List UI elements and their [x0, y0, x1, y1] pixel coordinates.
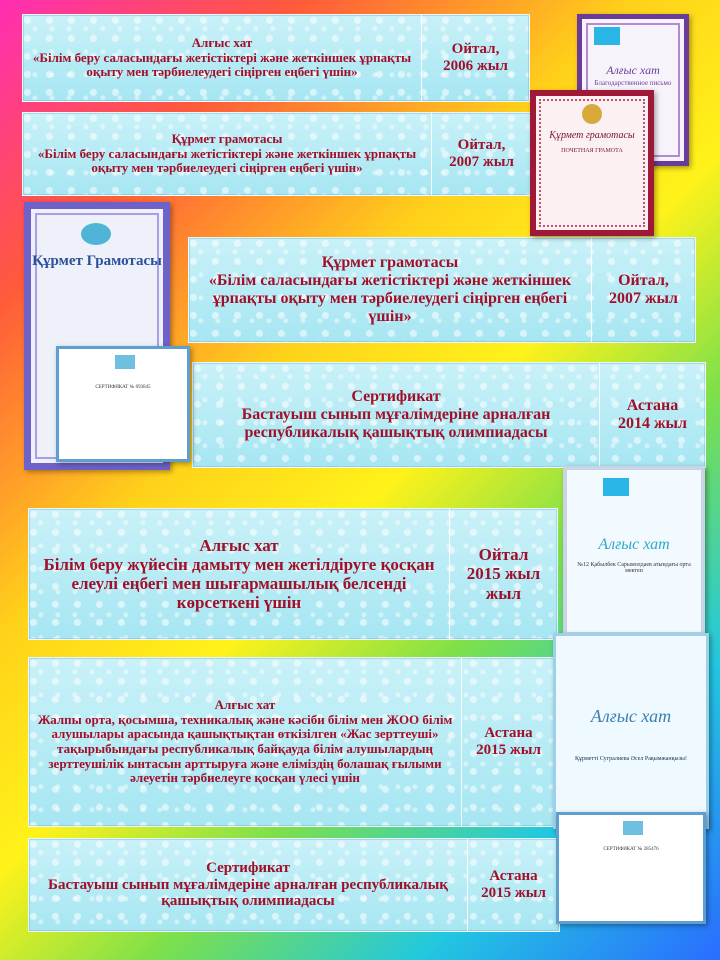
- award-row-7: [28, 838, 560, 932]
- award-description-cell: [29, 509, 449, 639]
- flag-emblem-icon: [603, 478, 629, 496]
- award-description-cell: [23, 15, 421, 101]
- award-description-cell: [189, 238, 591, 342]
- doc-title: Құрмет грамотасы: [549, 130, 635, 141]
- award-year: 2007 жыл: [608, 290, 679, 307]
- honor-certificate-image: [530, 90, 654, 236]
- award-row-1: [22, 14, 530, 102]
- award-title: Алғыс хат: [191, 35, 253, 51]
- doc-title: Алғыс хат: [598, 536, 670, 553]
- award-title: Құрмет грамотасы: [321, 254, 459, 272]
- doc-title: Алғыс хат: [590, 706, 672, 726]
- award-place-year-cell: [599, 363, 705, 467]
- award-title: Сертификат: [206, 859, 290, 876]
- award-place: Ойтал,: [618, 272, 669, 290]
- award-description-cell: [23, 113, 431, 195]
- award-place: Астана: [489, 868, 538, 885]
- emblem-icon: [81, 223, 111, 245]
- logo-icon: [623, 821, 643, 835]
- award-description: Жалпы орта, қосымша, техникалық және кәсіби білім мен ЖОО білім алушылары арасында қашықтықтан өткізілген «Жас зерттеуші» тақырыбындағы республикалық байқауда білім алушылардың зерттеушілік ынтасын арттыруға және еліміздің болашақ ғылыми әлеуетін тәрбиелеуге қосқан үлесі үшін: [37, 711, 453, 786]
- award-place-year-cell: [591, 238, 695, 342]
- doc-title: СЕРТИФИКАТ № 093845: [95, 385, 151, 390]
- award-title: Құрмет грамотасы: [171, 131, 283, 147]
- award-place: Ойтал,: [457, 137, 506, 154]
- award-place: Ойтал: [478, 545, 529, 565]
- doc-subtitle: ПОЧЕТНАЯ ГРАМОТА: [561, 148, 623, 154]
- doc-subtitle: Благодарственное письмо: [594, 79, 672, 87]
- award-description-cell: [29, 658, 461, 826]
- flag-emblem-icon: [594, 27, 620, 45]
- award-place-year-cell: [449, 509, 557, 639]
- award-description: «Білім беру саласындағы жетістіктері және жеткіншек ұрпақты оқыту мен тәрбиелеудегі сіңірген еңбегі үшін»: [32, 49, 412, 80]
- award-row-3: [188, 237, 696, 343]
- award-place-year-cell: [467, 839, 559, 931]
- award-place-year-cell: [431, 113, 531, 195]
- award-year: 2015 жыл жыл: [466, 564, 541, 603]
- award-description-cell: [193, 363, 599, 467]
- doc-school: №12 Қабылбек Сарымолдаев атындағы орта мектеп: [577, 562, 691, 574]
- award-description: «Білім саласындағы жетістіктері және жеткіншек ұрпақты оқыту мен тәрбиелеудегі сіңірген еңбегі үшін»: [208, 272, 572, 325]
- emblem-icon: [582, 104, 602, 124]
- award-year: 2014 жыл: [617, 415, 688, 432]
- doc-title: СЕРТИФИКАТ № 285476: [603, 847, 659, 852]
- doc-title: Құрмет Грамотасы: [32, 253, 162, 269]
- award-place: Астана: [484, 725, 533, 742]
- award-row-6: [28, 657, 556, 827]
- award-description: «Білім беру саласындағы жетістіктері және жеткіншек ұрпақты оқыту мен тәрбиелеудегі сіңірген еңбегі үшін»: [37, 145, 417, 176]
- award-description: Бастауыш сынып мұғалімдеріне арналған республикалық қашықтық олимпиадасы: [48, 876, 448, 910]
- award-year: 2015 жыл: [481, 885, 546, 901]
- thank-you-letter-school-image: [563, 466, 705, 636]
- award-title: Алғыс хат: [214, 697, 276, 713]
- award-row-2: [22, 112, 532, 196]
- award-title: Алғыс хат: [199, 535, 279, 555]
- award-description: Білім беру жүйесін дамыту мен жетілдіруге қосқан елеулі еңбегі мен шығармашылық белсенді көрсеткені үшін: [43, 554, 435, 613]
- award-row-5: [28, 508, 558, 640]
- certificate-small-image: [56, 346, 190, 462]
- award-place: Ойтал,: [451, 41, 500, 58]
- award-place-year-cell: [461, 658, 555, 826]
- award-description: Бастауыш сынып мұғалімдеріне арналған республикалық қашықтық олимпиадасы: [241, 406, 551, 441]
- award-year: 2015 жыл: [476, 742, 541, 758]
- doc-title: Алғыс хат: [606, 63, 660, 77]
- award-place: Астана: [626, 397, 679, 415]
- certificate-olympiad-image: [556, 812, 706, 924]
- doc-recipient: Құрметті Сугралиева Әсел Рақымжанқызы!: [575, 756, 687, 762]
- award-place-year-cell: [421, 15, 529, 101]
- award-title: Сертификат: [351, 388, 441, 406]
- thank-you-letter-research-image: [553, 633, 709, 829]
- award-year: 2007 жыл: [449, 154, 514, 170]
- award-row-4: [192, 362, 706, 468]
- award-year: 2006 жыл: [443, 58, 508, 74]
- logo-icon: [115, 355, 135, 369]
- award-description-cell: [29, 839, 467, 931]
